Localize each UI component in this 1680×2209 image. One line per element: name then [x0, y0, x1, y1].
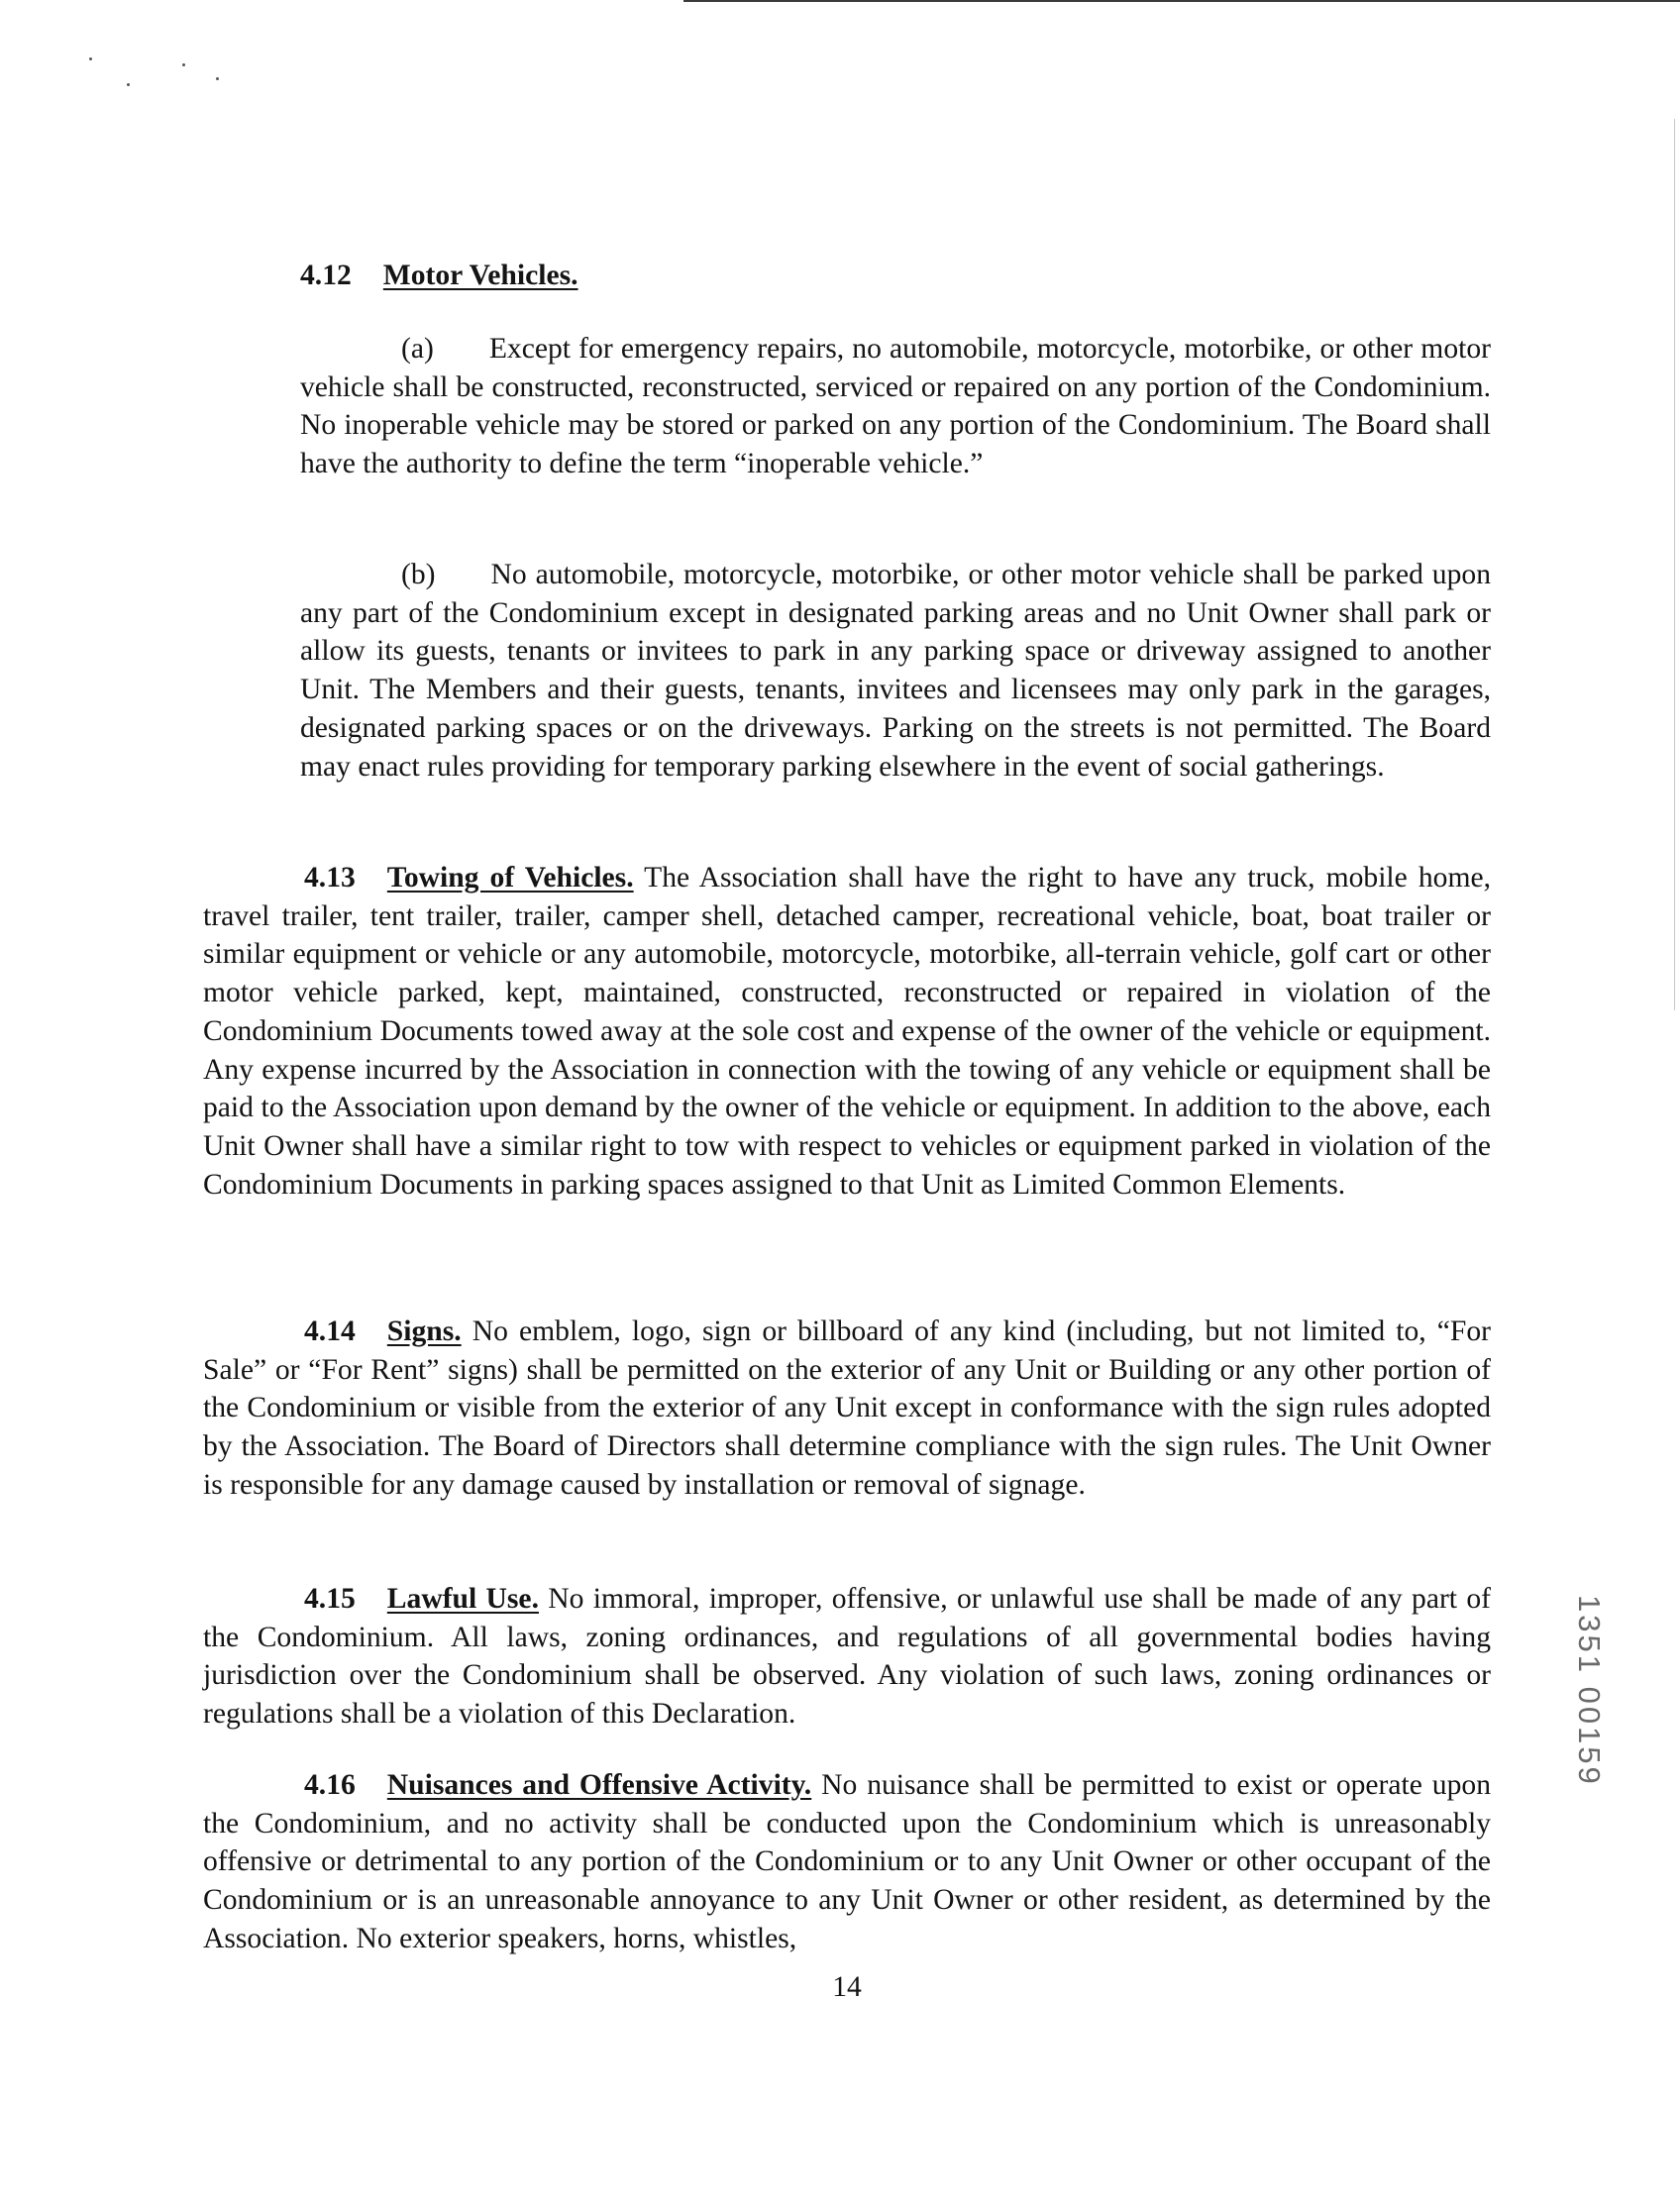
section-4-15	[203, 1580, 1491, 1734]
paragraph-text: Except for emergency repairs, no automobile, motorcycle, motorbike, or other motor vehicle shall be constructed, reconstructed, serviced or repaired on any portion of the Condominium. No inoperable vehicle may be stored or parked on any portion of the Condominium. The Board shall have the authority to define the term “inoperable vehicle.”	[300, 333, 1491, 480]
section-number: 4.13	[304, 862, 356, 894]
section-number: 4.15	[304, 1583, 356, 1615]
paragraph-text: The Association shall have the right to have any truck, mobile home, travel trailer, tent trailer, trailer, camper shell, detached camper, recreational vehicle, boat, boat trailer or similar equipment or vehicle or any automobile, motorcycle, motorbike, all-terrain vehicle, golf cart or other motor vehicle parked, kept, maintained, constructed, reconstructed or repaired in violation of the Condominium Documents towed away at the sole cost and expense of the owner of the vehicle or equipment. Any expense incurred by the Association in connection with the towing of any vehicle or equipment shall be paid to the Association upon demand by the owner of the vehicle or equipment. In addition to the above, each Unit Owner shall have a similar right to tow with respect to vehicles or equipment parked in violation of the Condominium Documents in parking spaces assigned to that Unit as Limited Common Elements.	[203, 862, 1491, 1201]
section-number: 4.16	[304, 1769, 356, 1801]
scan-top-border	[683, 0, 1680, 2]
section-title: Nuisances and Offensive Activity.	[386, 1769, 812, 1801]
section-number: 4.12	[300, 260, 352, 291]
section-number: 4.14	[304, 1315, 356, 1347]
paragraph-text: No immoral, improper, offensive, or unlawful use shall be made of any part of the Condominium. All laws, zoning ordinances, and regulations of all governmental bodies having jurisdiction over the Condominium shall be observed. Any violation of such laws, zoning ordinances or regulations shall be a violation of this Declaration.	[203, 1583, 1491, 1731]
paragraph-text: No automobile, motorcycle, motorbike, or other motor vehicle shall be parked upon any part of the Condominium except in designated parking areas and no Unit Owner shall park or allow its guests, tenants or invitees to park in any parking space or driveway assigned to another Unit. The Members and their guests, tenants, invitees and licensees may only park in the garages, designated parking spaces or on the driveways. Parking on the streets is not permitted. The Board may enact rules providing for temporary parking elsewhere in the event of social gatherings.	[300, 559, 1491, 783]
scan-speck	[89, 57, 92, 60]
paragraph	[300, 556, 1491, 786]
section-4-14	[203, 1313, 1491, 1505]
section-4-12-b	[300, 556, 1491, 786]
scan-speck	[182, 63, 185, 66]
side-stamp	[1572, 1595, 1642, 1862]
paragraph	[203, 1313, 1491, 1505]
paragraph	[203, 859, 1491, 1204]
section-title: Signs.	[386, 1315, 462, 1347]
section-4-16	[203, 1766, 1491, 1958]
section-4-12-heading	[300, 257, 894, 295]
scan-right-edge	[1674, 119, 1675, 1010]
section-4-12-a	[300, 330, 1491, 483]
scan-speck	[216, 77, 219, 80]
paragraph	[203, 1766, 1491, 1958]
scan-speck	[127, 83, 130, 86]
side-stamp-text: 1351 00159	[1572, 1595, 1607, 1787]
paragraph-text: No emblem, logo, sign or billboard of any kind (including, but not limited to, “For Sale” or “For Rent” signs) shall be permitted on the exterior of any Unit or Building or any other portion of the Condominium or visible from the exterior of any Unit except in conformance with the sign rules adopted by the Association. The Board of Directors shall determine compliance with the sign rules. The Unit Owner is responsible for any damage caused by installation or removal of signage.	[203, 1315, 1491, 1501]
subsection-label: (a)	[401, 333, 434, 365]
paragraph-text: No nuisance shall be permitted to exist or operate upon the Condominium, and no activity shall be conducted upon the Condominium which is unreasonably offensive or detrimental to any portion of the Condominium or to any Unit Owner or other occupant of the Condominium or is an unreasonable annoyance to any Unit Owner or other resident, as determined by the Association. No exterior speakers, horns, whistles,	[203, 1769, 1491, 1954]
section-title: Lawful Use.	[386, 1583, 539, 1615]
section-title: Motor Vehicles.	[382, 260, 578, 291]
section-4-13	[203, 859, 1491, 1204]
page-number: 14	[832, 1971, 862, 2003]
subsection-label: (b)	[401, 559, 436, 590]
section-title: Towing of Vehicles.	[386, 862, 634, 894]
paragraph	[300, 330, 1491, 483]
paragraph	[203, 1580, 1491, 1734]
